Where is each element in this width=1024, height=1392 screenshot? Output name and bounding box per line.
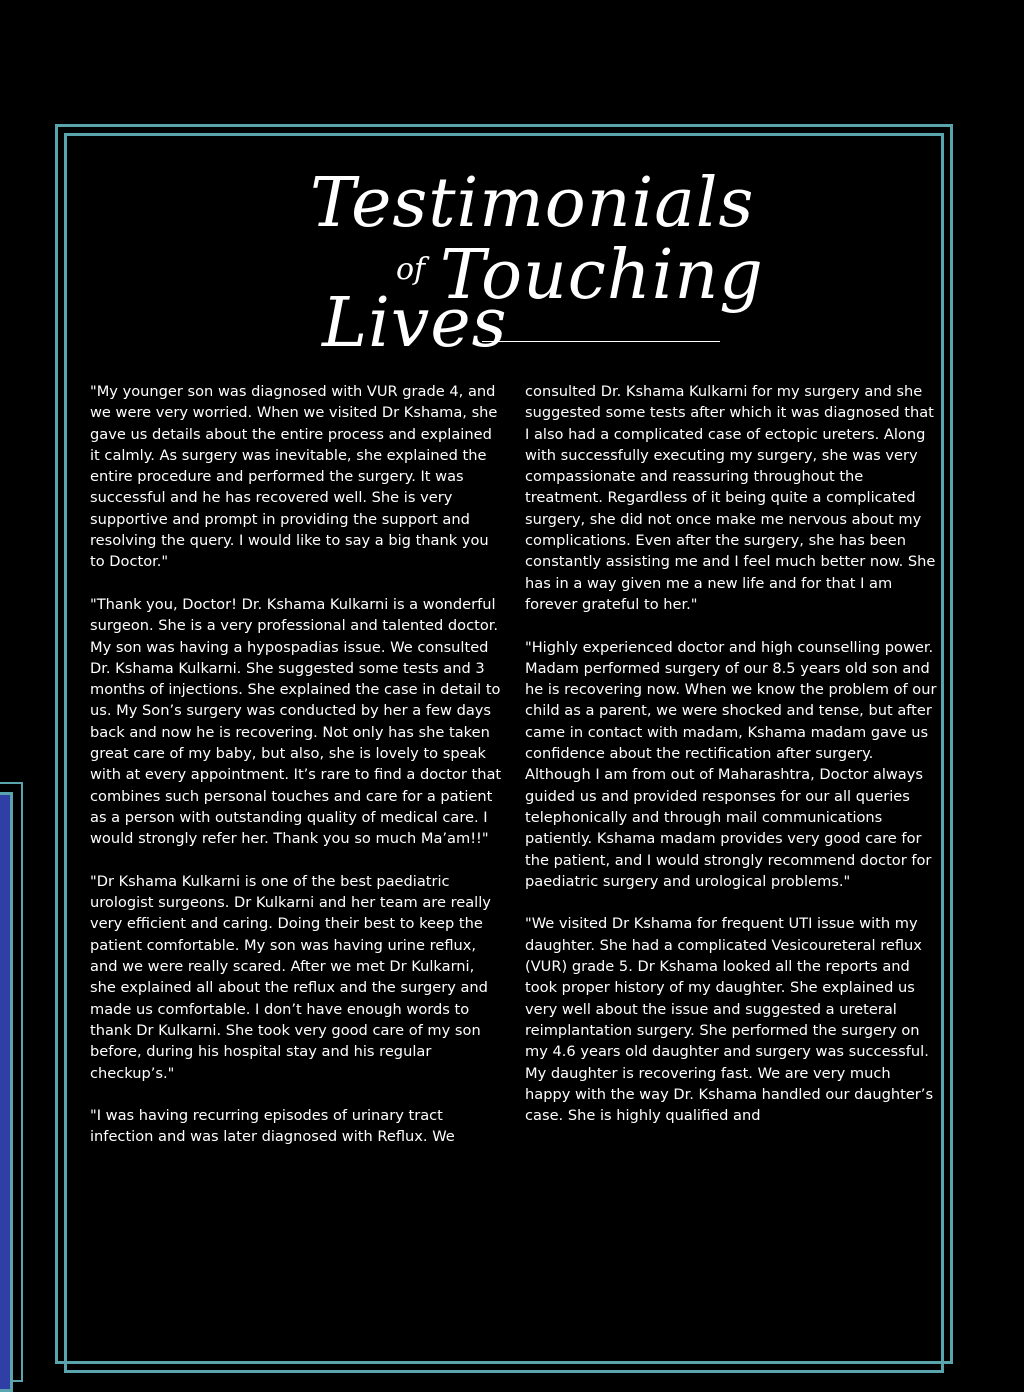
title-line-lives: Lives <box>322 284 508 363</box>
title-line-touching: Touching <box>440 236 764 315</box>
side-panel <box>0 792 13 1392</box>
title-word-of: of <box>396 252 426 287</box>
testimonial-paragraph: "Thank you, Doctor! Dr. Kshama Kulkarni is a wonderful surgeon. She is a very professional and talented doctor. My son was having a hypospadias issue. We consulted Dr. Kshama Kulkarni. She suggested some tests and 3 months of injections. She explained the case in detail to us. My Son’s surgery was conducted by her a few days back and now he is recovering. Not only has she taken great care of my baby, but also, she is lovely to speak with at every appointment. It’s rare to find a doctor that combines such personal touches and care for a patient as a person with outstanding quality of medical care. I would strongly refer her. Thank you so much Ma’am!!" <box>90 595 502 848</box>
testimonial-paragraph: "My younger son was diagnosed with VUR grade 4, and we were very worried. When we visited Dr Kshama, she gave us details about the entire process and explained it calmly. As surgery was inevitable, she explained the entire procedure and performed the surgery. It was successful and he has recovered well. She is very supportive and prompt in providing the support and resolving the query. I would like to say a big thank you to Doctor." <box>90 383 498 571</box>
testimonial-paragraph: "I was having recurring episodes of urinary tract infection and was later diagnosed with Reflux. We <box>90 1107 455 1146</box>
testimonials-column-left <box>90 381 502 1148</box>
title-underline <box>482 341 720 342</box>
testimonial-paragraph: consulted Dr. Kshama Kulkarni for my surgery and she suggested some tests after which it was diagnosed that I also had a complicated case of ectopic ureters. Along with successfully executing my surgery, she was very compassionate and reassuring throughout the treatment. Regardless of it being quite a complicated surgery, she did not once make me nervous about my complications. Even after the surgery, she has been constantly assisting me and I feel much better now. She has in a way given me a new life and for that I am forever grateful to her." <box>525 383 936 613</box>
testimonials-column-right <box>525 381 937 1126</box>
testimonial-paragraph: "We visited Dr Kshama for frequent UTI issue with my daughter. She had a complicated Vesicoureteral reflux (VUR) grade 5. Dr Kshama looked all the reports and took proper history of my daughter. She explained us very well about the issue and suggested a ureteral reimplantation surgery. She performed the surgery on my 4.6 years old daughter and surgery was successful. My daughter is recovering fast. We are very much happy with the way Dr. Kshama handled our daughter’s case. She is highly qualified and <box>525 915 934 1125</box>
title-line-testimonials: Testimonials <box>310 164 755 243</box>
testimonial-paragraph: "Dr Kshama Kulkarni is one of the best paediatric urologist surgeons. Dr Kulkarni and her team are really very efficient and caring. Doing their best to keep the patient comfortable. My son was having urine reflux, and we were really scared. After we met Dr Kulkarni, she explained all about the reflux and the surgery and made us comfortable. I don’t have enough words to thank Dr Kulkarni. She took very good care of my son before, during his hospital stay and his regular checkup’s." <box>90 872 491 1082</box>
testimonial-paragraph: "Highly experienced doctor and high counselling power. Madam performed surgery of our 8.5 years old son and he is recovering now. When we know the problem of our child as a parent, we were shocked and tense, but after came in contact with madam, Kshama madam gave us confidence about the rectification after surgery. Although I am from out of Maharashtra, Doctor always guided us and provided responses for our all queries telephonically and through mail communications patiently. Kshama madam provides very good care for the patient, and I would strongly recommend doctor for paediatric surgery and urological problems." <box>525 638 937 890</box>
